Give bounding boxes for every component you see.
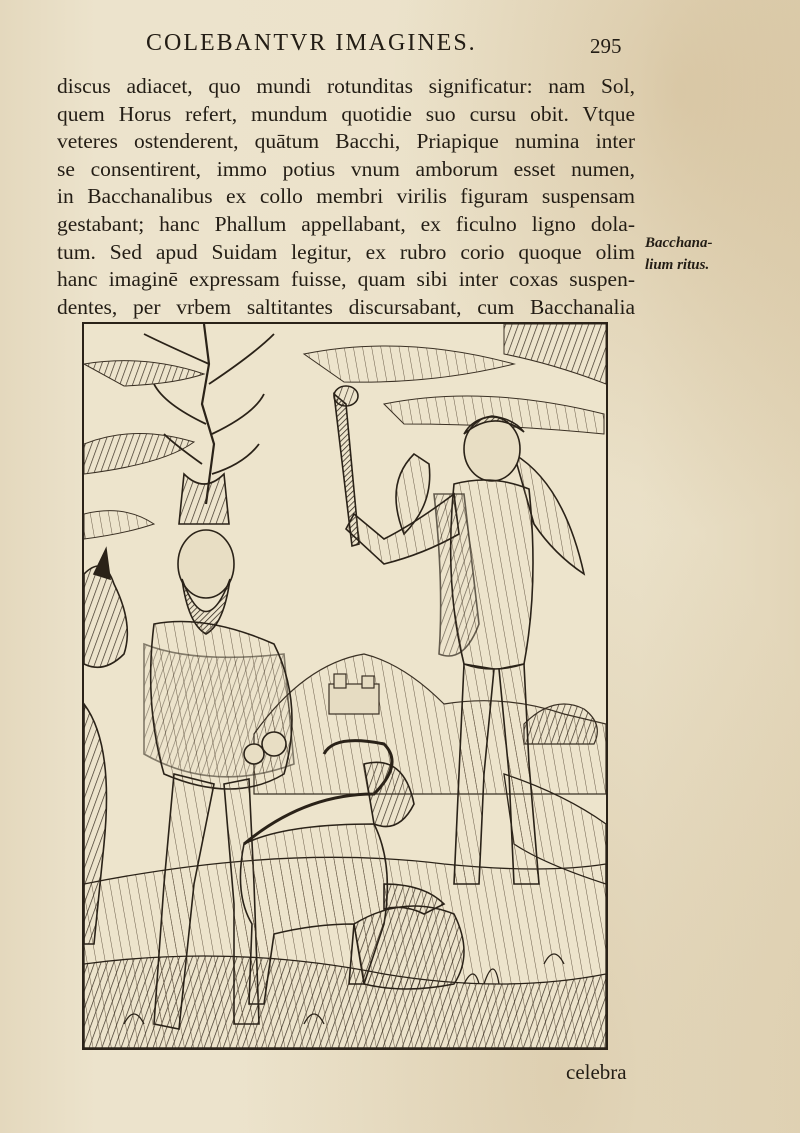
marginal-note-line: lium ritus. xyxy=(645,257,710,273)
text-line: gestabant; hanc Phallum appellabant, ex ficulno ligno dola- xyxy=(57,211,635,236)
body-text xyxy=(57,73,635,321)
running-head: COLEBANTVR IMAGINES. xyxy=(146,30,477,56)
text-line: in Bacchanalibus ex collo membri virilis figuram suspensam xyxy=(57,184,635,209)
woodcut-drawing xyxy=(84,324,606,1048)
marginal-note xyxy=(645,232,745,276)
text-line: se consentirent, immo potius vnum amborum esset numen, xyxy=(57,156,635,181)
text-line: dentes, per vrbem saltitantes discursabant, cum Bacchanalia xyxy=(57,294,635,319)
text-line: discus adiacet, quo mundi rotunditas significatur: nam Sol, xyxy=(57,74,635,98)
marginal-note-line: Bacchana- xyxy=(645,235,713,251)
text-line: hanc imaginē expressam fuisse, quam sibi inter coxas suspen- xyxy=(57,267,635,292)
distant-landscape xyxy=(254,654,606,794)
text-line: tum. Sed apud Suidam legitur, ex rubro corio quoque olim xyxy=(57,239,635,264)
woodcut-illustration xyxy=(82,322,608,1050)
page-number: 295 xyxy=(590,34,622,58)
rock xyxy=(354,906,464,989)
text-line: quem Horus refert, mundum quotidie suo cursu obit. Vtque xyxy=(57,101,635,126)
catchword: celebra xyxy=(566,1060,627,1084)
text-line: veteres ostenderent, quātum Bacchi, Priapique numina inter xyxy=(57,129,635,154)
